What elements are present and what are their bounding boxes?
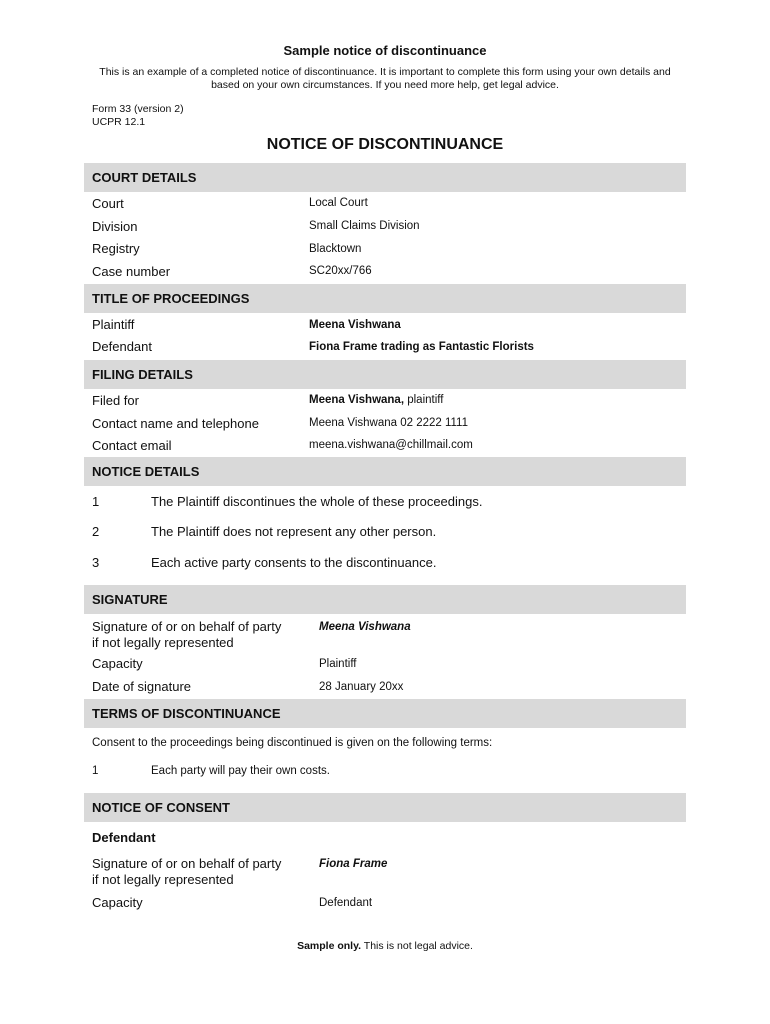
court-value: Local Court <box>309 197 368 209</box>
notice-item-number: 2 <box>92 524 100 539</box>
filed-for-name: Meena Vishwana, <box>309 394 405 406</box>
section-heading-notice-of-consent: NOTICE OF CONSENT <box>84 793 686 822</box>
notice-item-number: 3 <box>92 555 100 570</box>
consent-capacity-label: Capacity <box>92 895 143 910</box>
footer-disclaimer <box>0 940 770 952</box>
terms-item-number: 1 <box>92 765 99 777</box>
plaintiff-signature: Meena Vishwana <box>319 621 411 633</box>
notice-item-number: 1 <box>92 494 100 509</box>
consent-party-heading: Defendant <box>92 830 156 845</box>
section-heading-filing-details: FILING DETAILS <box>84 360 686 389</box>
filed-for-role: plaintiff <box>404 394 444 406</box>
terms-item-text: Each party will pay their own costs. <box>151 765 330 777</box>
court-label: Court <box>92 196 124 211</box>
contact-value: Meena Vishwana 02 2222 1111 <box>309 417 468 429</box>
footer-bold: Sample only. <box>297 940 362 952</box>
section-heading-title-of-proceedings: TITLE OF PROCEEDINGS <box>84 284 686 313</box>
defendant-value: Fiona Frame trading as Fantastic Florists <box>309 341 534 353</box>
form-reference <box>92 103 184 129</box>
section-heading-notice-details: NOTICE DETAILS <box>84 457 686 486</box>
registry-value: Blacktown <box>309 243 362 255</box>
section-heading-terms: TERMS OF DISCONTINUANCE <box>84 699 686 728</box>
section-heading-signature: SIGNATURE <box>84 585 686 614</box>
form-rule: UCPR 12.1 <box>92 116 146 128</box>
division-label: Division <box>92 219 138 234</box>
terms-intro: Consent to the proceedings being discontinued is given on the following terms: <box>92 737 493 749</box>
plaintiff-label: Plaintiff <box>92 317 135 332</box>
date-of-signature-value: 28 January 20xx <box>319 681 404 693</box>
case-number-label: Case number <box>92 264 171 279</box>
notice-item-text: The Plaintiff does not represent any other person. <box>151 524 437 539</box>
signature-label <box>92 619 281 651</box>
section-heading-court-details: COURT DETAILS <box>84 163 686 192</box>
filed-for-value <box>309 393 443 407</box>
capacity-label: Capacity <box>92 656 143 671</box>
email-value: meena.vishwana@chillmail.com <box>309 439 473 451</box>
notice-item-text: Each active party consents to the discontinuance. <box>151 555 437 570</box>
defendant-label: Defendant <box>92 339 152 354</box>
defendant-signature: Fiona Frame <box>319 858 388 870</box>
contact-label: Contact name and telephone <box>92 416 259 431</box>
notice-title: NOTICE OF DISCONTINUANCE <box>266 136 504 153</box>
footer-rest: This is not legal advice. <box>361 940 473 952</box>
division-value: Small Claims Division <box>309 220 420 232</box>
intro-paragraph: This is an example of a completed notice of discontinuance. It is important to complete this form using your own details and based on your own circumstances. If you need more help, get legal advice. <box>99 66 671 91</box>
date-of-signature-label: Date of signature <box>92 679 192 694</box>
plaintiff-value: Meena Vishwana <box>309 319 401 331</box>
form-version: Form 33 (version 2) <box>92 103 184 115</box>
consent-signature-label-line1: Signature of or on behalf of party <box>92 856 282 871</box>
filed-for-label: Filed for <box>92 393 139 408</box>
consent-signature-label-line2: if not legally represented <box>92 872 234 887</box>
capacity-value: Plaintiff <box>319 658 357 670</box>
signature-label-line1: Signature of or on behalf of party <box>92 619 282 634</box>
document-title: Sample notice of discontinuance <box>283 43 487 58</box>
email-label: Contact email <box>92 438 172 453</box>
registry-label: Registry <box>92 241 140 256</box>
case-number-value: SC20xx/766 <box>309 265 372 277</box>
consent-signature-label <box>92 856 281 888</box>
consent-capacity-value: Defendant <box>319 897 373 909</box>
notice-item-text: The Plaintiff discontinues the whole of these proceedings. <box>151 494 483 509</box>
signature-label-line2: if not legally represented <box>92 635 234 650</box>
